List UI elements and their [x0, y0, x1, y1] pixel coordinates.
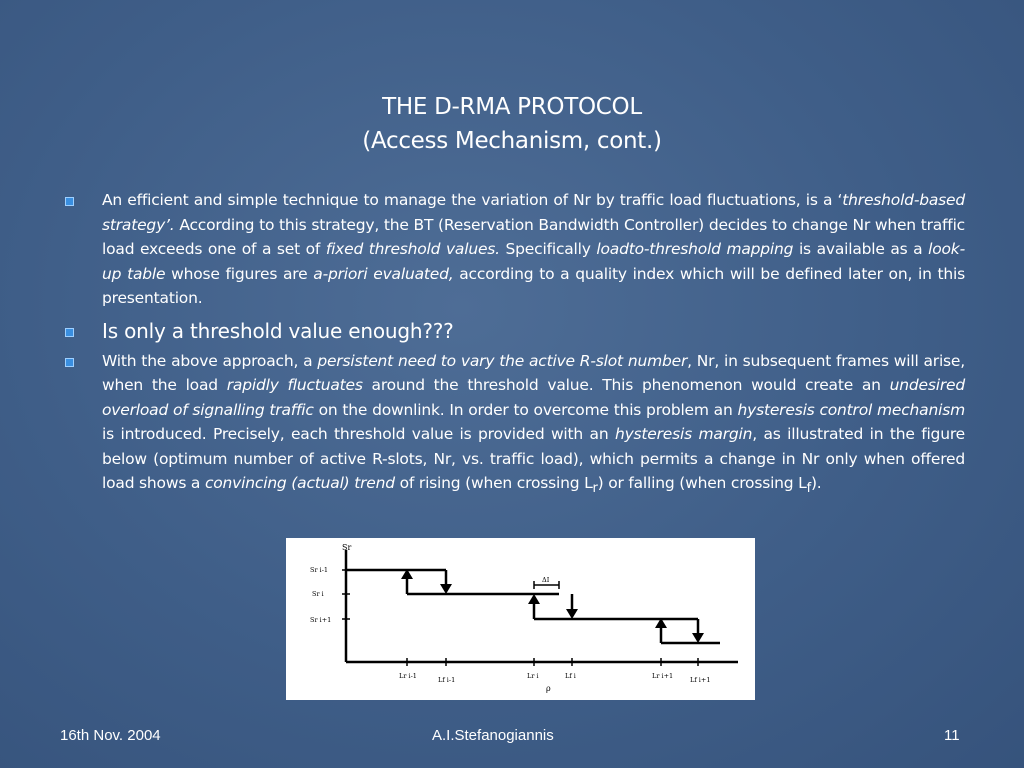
x-label: Lr i — [527, 672, 539, 680]
bullet-square-icon — [65, 328, 74, 337]
y-axis-label: Sr — [342, 543, 352, 552]
x-label: Lr i+1 — [652, 672, 674, 680]
bullet-square-icon — [65, 358, 74, 367]
x-label: Lf i-1 — [438, 676, 456, 684]
bullet-text: Is only a threshold value enough??? — [102, 318, 454, 343]
bullet-item-threshold-strategy — [62, 188, 965, 311]
arrow-down-icon — [692, 633, 704, 643]
title-line-1: THE D-RMA PROTOCOL — [382, 94, 642, 120]
bullet-text: An efficient and simple technique to manage the variation of Nr by traffic load fluctuations, is a ‘threshold-based strategy’. According to this strategy, the BT (Reservation Bandwidth Controller) decides to change Nr when traffic load exceeds one of a set of fixed threshold values. Specifically loadto-threshold mapping is available as a look-up table whose figures are a-priori evaluated, according to a quality index which will be defined later on, in this presentation. — [102, 191, 965, 307]
x-label: Lr i-1 — [399, 672, 417, 680]
arrow-down-icon — [440, 584, 452, 594]
y-label: Sr i+1 — [310, 616, 332, 624]
y-label: Sr i-1 — [310, 566, 329, 574]
footer-date: 16th Nov. 2004 — [60, 727, 161, 744]
footer-author: A.I.Stefanogiannis — [432, 727, 554, 744]
bullet-item-hysteresis — [62, 349, 965, 502]
arrow-up-icon — [528, 594, 540, 604]
arrow-down-icon — [566, 609, 578, 619]
bullet-item-question — [62, 317, 965, 345]
hysteresis-diagram — [286, 538, 755, 700]
delta-label: ΔI — [542, 576, 550, 584]
y-label: Sr i — [312, 590, 324, 598]
x-axis-label: ρ — [546, 684, 551, 693]
hysteresis-figure — [286, 538, 755, 700]
slide-title — [100, 90, 924, 158]
bullet-text: With the above approach, a persistent need to vary the active R-slot number, Nr, in subsequent frames will arise, when the load rapidly fluctuates around the threshold value. This phenomenon would create an undesired overload of signalling traffic on the downlink. In order to overcome this problem an hysteresis control mechanism is introduced. Precisely, each threshold value is provided with an hysteresis margin, as illustrated in the figure below (optimum number of active R-slots, Nr, vs. traffic load), which permits a change in Nr only when offered load shows a convincing (actual) trend of rising (when crossing $L_r$) or falling (when crossing $L_f$). — [102, 351, 966, 497]
bullet-square-icon — [65, 197, 74, 206]
bullet-list — [62, 188, 965, 502]
title-line-2: (Access Mechanism, cont.) — [362, 128, 662, 154]
footer-page-number: 11 — [944, 727, 960, 744]
x-label: Lf i+1 — [690, 676, 711, 684]
x-label: Lf i — [565, 672, 576, 680]
